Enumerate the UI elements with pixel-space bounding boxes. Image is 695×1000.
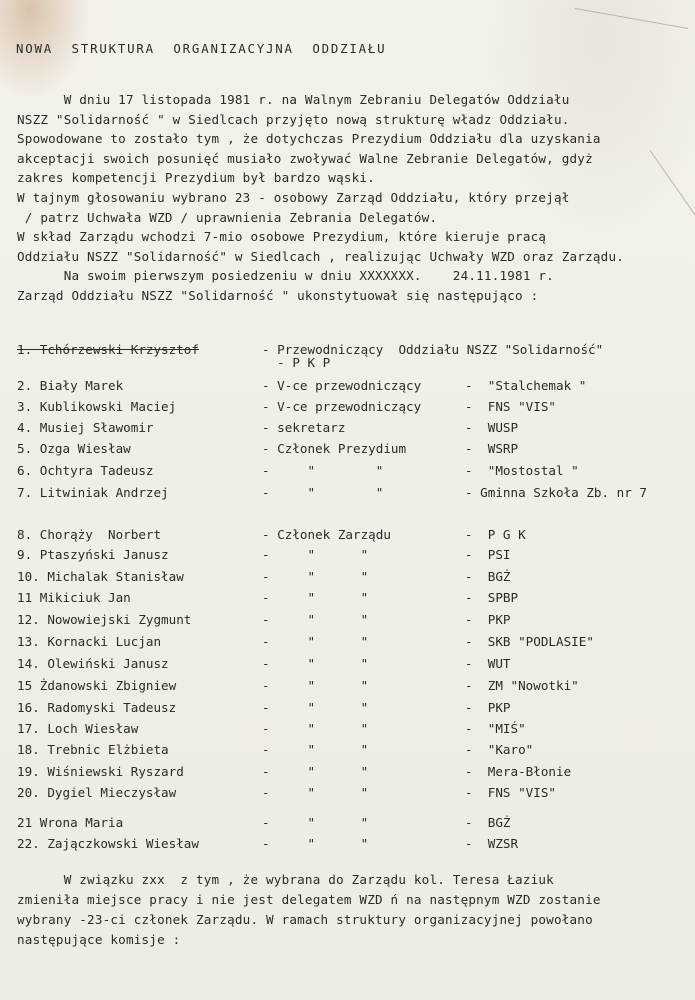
member-name: 16. Radomyski Tadeusz <box>17 700 177 715</box>
member-role: - " " <box>262 634 369 649</box>
member-row <box>0 634 695 652</box>
member-role: - V-ce przewodniczący <box>262 378 422 393</box>
footer-line: W związku zxx z tym , że wybrana do Zarządu kol. Teresa Łaziuk <box>17 872 554 887</box>
member-organization: - "Mostostal " <box>465 463 579 478</box>
intro-line: zakres kompetencji Prezydium był bardzo wąski. <box>17 170 375 186</box>
intro-line: W dniu 17 listopada 1981 r. na Walnym Zebraniu Delegatów Oddziału <box>17 92 570 107</box>
member-organization: - BGŻ <box>465 815 511 830</box>
member-row <box>0 836 695 854</box>
member-row <box>0 547 695 565</box>
member-role: - Członek Zarządu <box>262 527 391 542</box>
member-row <box>0 815 695 833</box>
member-role: - " " <box>262 485 384 500</box>
intro-line: akceptacji swoich posunięć musiało zwoływać Walne Zebranie Delegatów, gdyż <box>17 150 593 166</box>
member-organization: - P G K <box>465 527 526 542</box>
member-name: 21 Wrona Maria <box>17 815 124 830</box>
member-role: - " " <box>262 678 369 693</box>
intro-line: W skład Zarządu wchodzi 7-mio osobowe Prezydium, które kieruje pracą <box>17 229 547 245</box>
member-name: 9. Ptaszyński Janusz <box>17 547 169 562</box>
member-name: 18. Trebnic Elżbieta <box>17 742 169 757</box>
member-role: - " " <box>262 612 369 627</box>
footer-line: następujące komisje : <box>17 932 181 947</box>
member-row <box>0 700 695 718</box>
member-row <box>0 399 695 417</box>
intro-line: NSZZ "Solidarność " w Siedlcach przyjęto nową strukturę władz Oddziału. <box>17 111 570 127</box>
member-role: - V-ce przewodniczący <box>262 399 422 414</box>
member-organization: - "MIŚ" <box>465 721 526 736</box>
paper-crease <box>650 150 695 216</box>
member-row <box>0 342 695 370</box>
member-organization: - BGŻ <box>465 569 511 584</box>
member-name: 3. Kublikowski Maciej <box>17 399 177 414</box>
intro-line: Oddziału NSZZ "Solidarność" w Siedlcach , realizując Uchwały WZD oraz Zarządu. <box>17 248 625 264</box>
member-organization: - PKP <box>465 700 511 715</box>
member-row <box>0 378 695 396</box>
member-name: 1. Tchórzewski Krzysztof <box>17 342 199 357</box>
member-row <box>0 678 695 696</box>
member-organization: - FNS "VIS" <box>465 399 556 414</box>
member-row <box>0 612 695 630</box>
member-row <box>0 527 695 545</box>
member-name: 6. Ochtyra Tadeusz <box>17 463 154 478</box>
member-name: 2. Biały Marek <box>17 378 124 393</box>
member-organization: - WUT <box>465 656 511 671</box>
member-role: - Przewodniczący Oddziału NSZZ "Solidarność" <box>262 342 604 357</box>
member-role: - " " <box>262 785 369 800</box>
member-row <box>0 656 695 674</box>
member-row <box>0 785 695 803</box>
member-organization: - WUSP <box>465 420 519 435</box>
member-organization: - "Karo" <box>465 742 534 757</box>
member-name: 13. Kornacki Lucjan <box>17 634 162 649</box>
member-name: 15 Żdanowski Zbigniew <box>17 678 177 693</box>
member-role: - " " <box>262 742 369 757</box>
member-role: - " " <box>262 656 369 671</box>
member-row <box>0 485 695 503</box>
footer-line: zmieniła miejsce pracy i nie jest delegatem WZD ń na następnym WZD zostanie <box>17 892 601 907</box>
member-role: - " " <box>262 569 369 584</box>
member-organization: - PSI <box>465 547 511 562</box>
member-organization: - SPBP <box>465 590 519 605</box>
member-organization: - SKB "PODLASIE" <box>465 634 594 649</box>
member-name: 7. Litwiniak Andrzej <box>17 485 169 500</box>
footer-line: wybrany -23-ci członek Zarządu. W ramach struktury organizacyjnej powołano <box>17 912 593 927</box>
member-row <box>0 764 695 782</box>
member-row <box>0 420 695 438</box>
member-row <box>0 721 695 739</box>
member-row <box>0 590 695 608</box>
intro-line: Spowodowane to zostało tym , że dotychczas Prezydium Oddziału dla uzyskania <box>17 131 601 147</box>
member-name: 10. Michalak Stanisław <box>17 569 184 584</box>
member-name: 20. Dygiel Mieczysław <box>17 785 177 800</box>
member-row <box>0 569 695 587</box>
member-organization: - WZSR <box>465 836 519 851</box>
member-organization: - Gminna Szkoła Zb. nr 7 <box>465 485 647 500</box>
paper-crease <box>575 8 688 29</box>
member-role: - sekretarz <box>262 420 346 435</box>
member-organization: - WSRP <box>465 441 519 456</box>
member-role: - " " <box>262 463 384 478</box>
member-row <box>0 463 695 481</box>
intro-line: Na swoim pierwszym posiedzeniu w dniu XXXXXXX. 24.11.1981 r. <box>17 268 554 284</box>
document-title: NOWA STRUKTURA ORGANIZACYJNA ODDZIAŁU <box>16 41 387 56</box>
member-row <box>0 441 695 459</box>
intro-line: W tajnym głosowaniu wybrano 23 - osobowy Zarząd Oddziału, który przejął <box>17 190 570 205</box>
member-role: - " " <box>262 764 369 779</box>
member-organization: - ZM "Nowotki" <box>465 678 579 693</box>
member-name: 5. Ozga Wiesław <box>17 441 131 456</box>
member-role: - " " <box>262 721 369 736</box>
member-role: - " " <box>262 547 369 562</box>
member-extra: - P K P <box>262 355 331 370</box>
member-name: 19. Wiśniewski Ryszard <box>17 764 184 779</box>
member-organization: - "Stalchemak " <box>465 378 587 393</box>
intro-line: Zarząd Oddziału NSZZ "Solidarność " ukonstytuował się następująco : <box>17 288 539 303</box>
member-name: 4. Musiej Sławomir <box>17 420 154 435</box>
member-name: 17. Loch Wiesław <box>17 721 139 736</box>
member-organization: - Mera-Błonie <box>465 764 572 779</box>
member-organization: - PKP <box>465 612 511 627</box>
member-role: - " " <box>262 590 369 605</box>
member-name: 8. Chorąży Norbert <box>17 527 162 542</box>
member-organization: - FNS "VIS" <box>465 785 556 800</box>
member-role: - " " <box>262 815 369 830</box>
member-role: - " " <box>262 700 369 715</box>
intro-line: / patrz Uchwała WZD / uprawnienia Zebrania Delegatów. <box>17 209 438 225</box>
member-row <box>0 742 695 760</box>
member-role: - " " <box>262 836 369 851</box>
member-name: 12. Nowowiejski Zygmunt <box>17 612 192 627</box>
member-name: 14. Olewiński Janusz <box>17 656 169 671</box>
member-name: 22. Zajączkowski Wiesław <box>17 836 199 851</box>
member-name: 11 Mikiciuk Jan <box>17 590 131 605</box>
member-role: - Członek Prezydium <box>262 441 407 456</box>
